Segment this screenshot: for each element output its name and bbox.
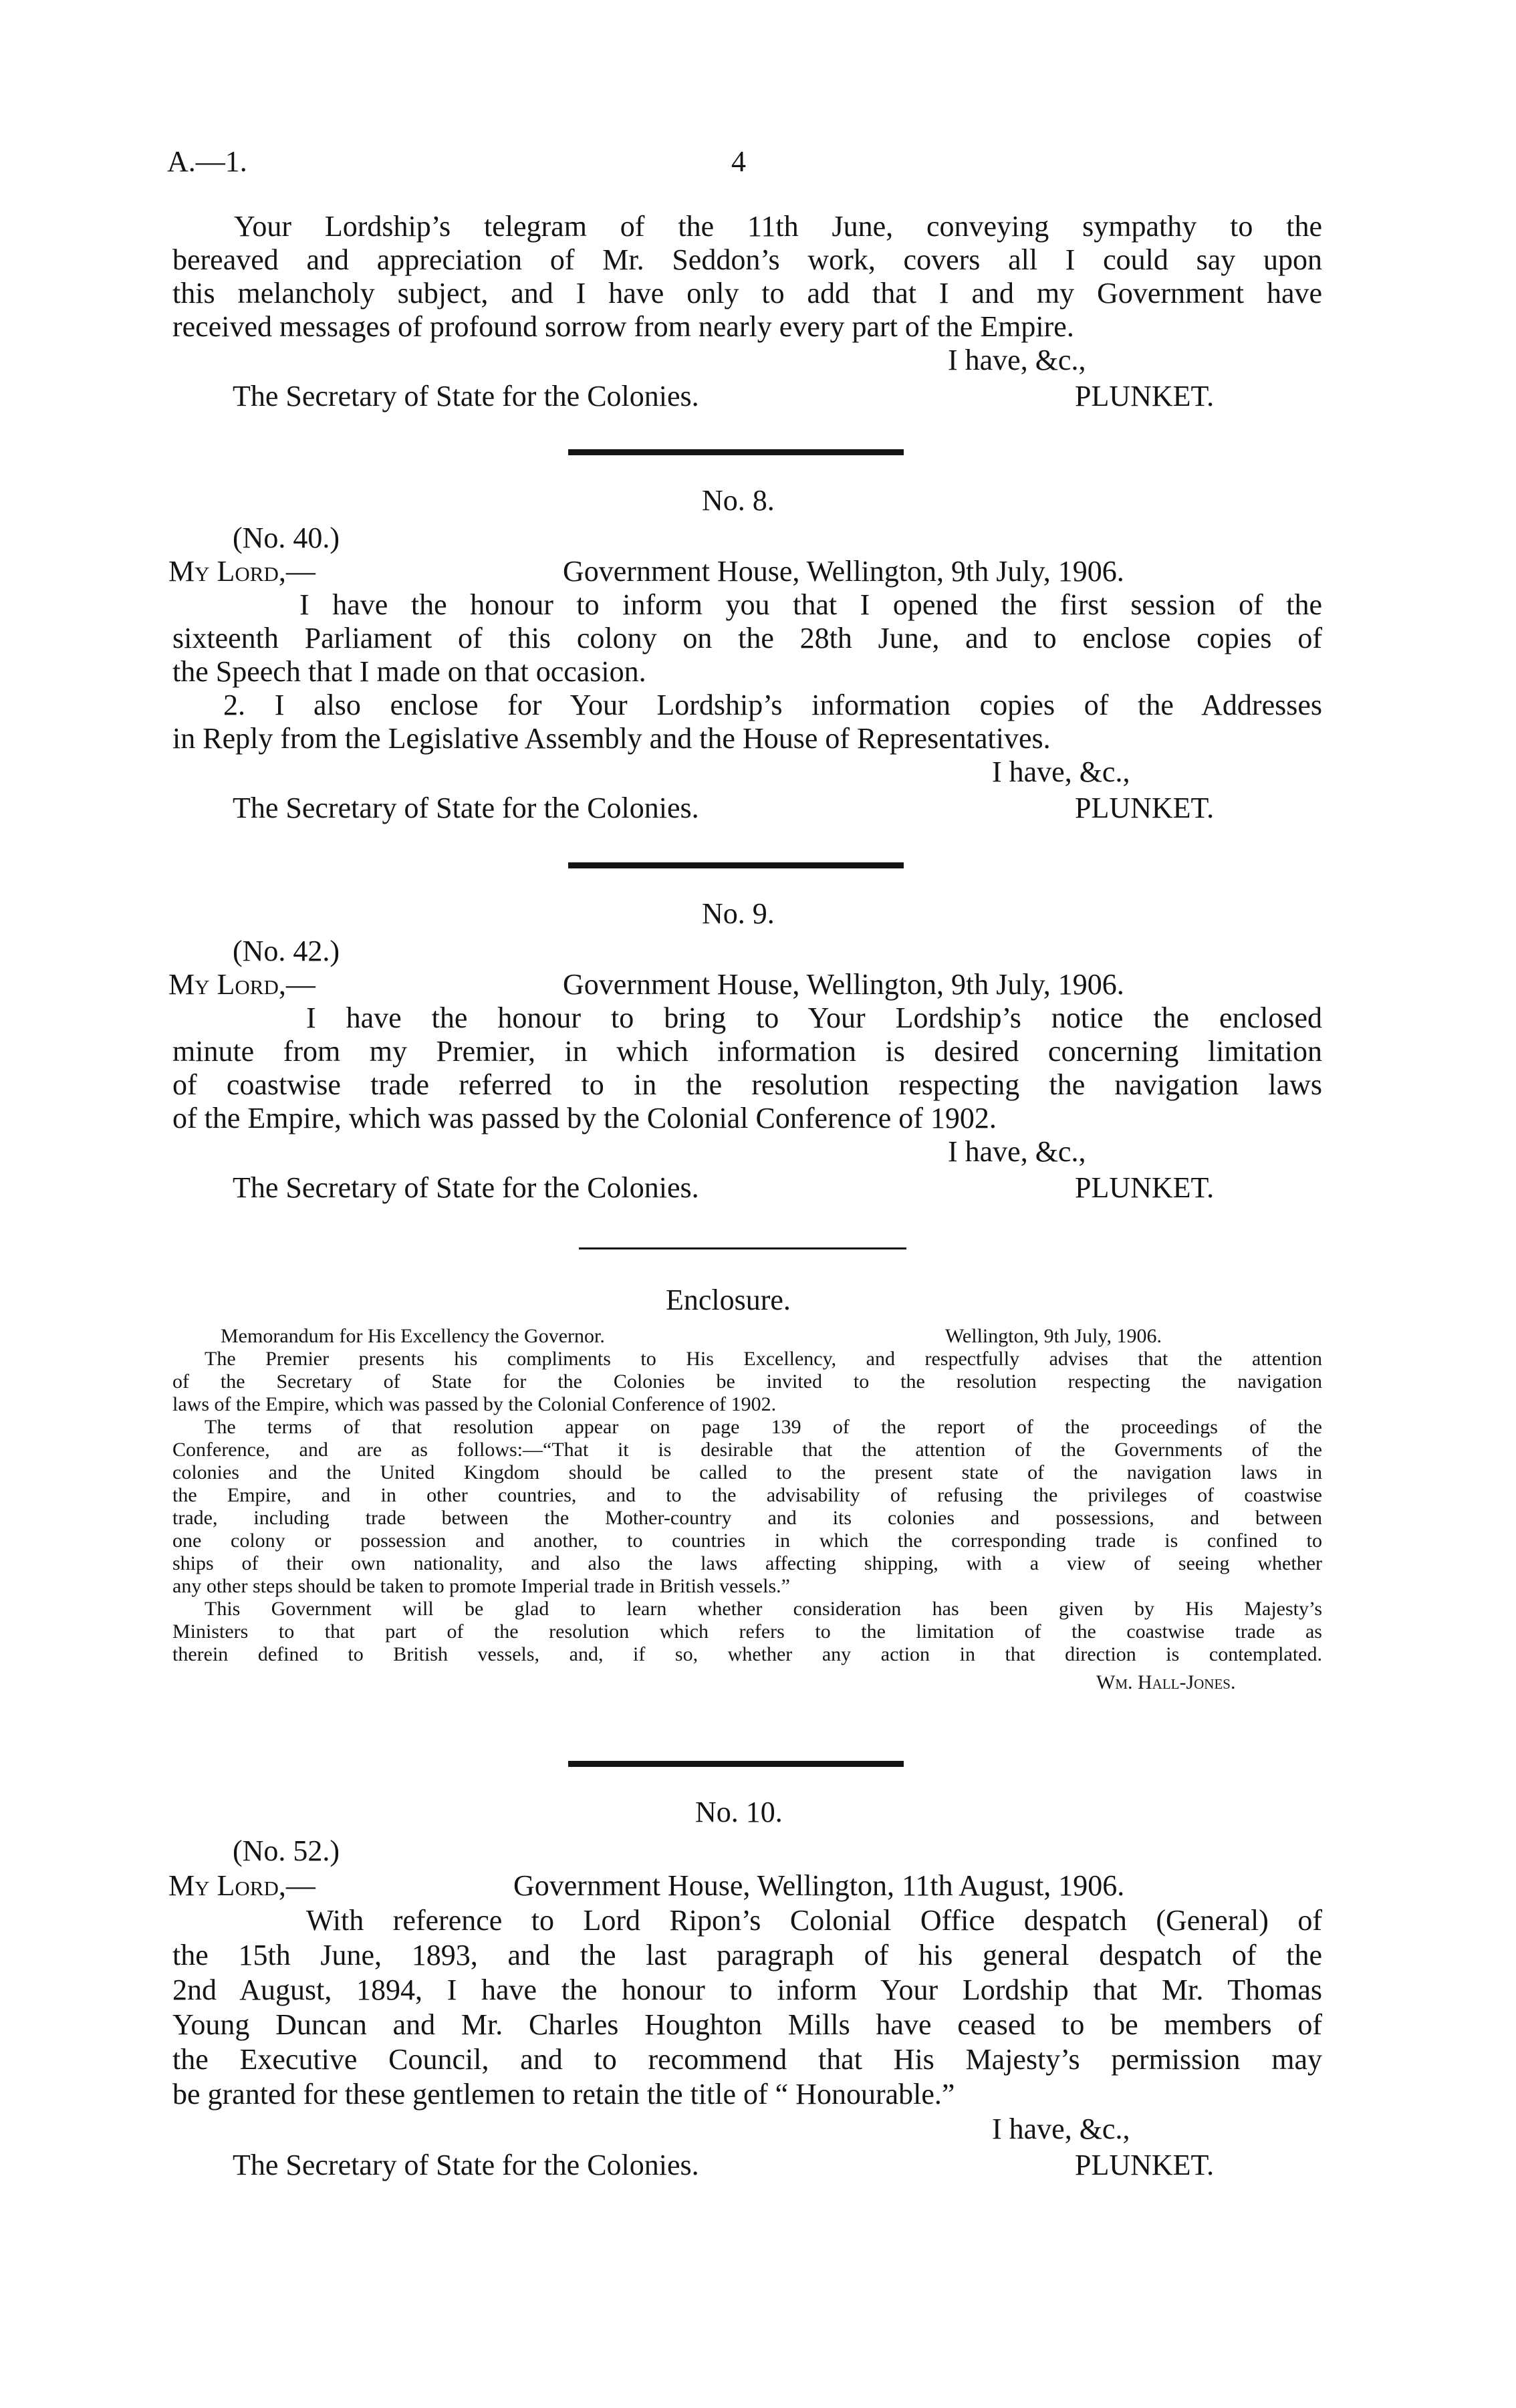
letter7-line-2: bereaved and appreciation of Mr. Seddon’s work, covers all I could say upon xyxy=(172,243,1322,276)
letter9-line-4: of the Empire, which was passed by the Colonial Conference of 1902. xyxy=(172,1102,997,1134)
letter8-line-4: 2. I also enclose for Your Lordship’s information copies of the Addresses xyxy=(223,689,1322,721)
letter7-line-3: this melancholy subject, and I have only to add that I and my Government have xyxy=(172,277,1322,310)
letter8-line-5: in Reply from the Legislative Assembly and the House of Representatives. xyxy=(172,722,1051,755)
memo-line-13: Ministers to that part of the resolution which refers to the limitation of the coastwise trade as xyxy=(172,1620,1322,1643)
section-divider xyxy=(568,1761,904,1767)
letter10-reference: (No. 52.) xyxy=(233,1834,340,1867)
memo-line-14: therein defined to British vessels, and, if so, whether any action in that direction is contemplated. xyxy=(172,1643,1322,1665)
letter8-line-3: the Speech that I made on that occasion. xyxy=(172,655,646,688)
letter10-line-4: Young Duncan and Mr. Charles Houghton Mills have ceased to be members of xyxy=(172,2008,1322,2041)
letter9-signature: PLUNKET. xyxy=(1075,1171,1215,1204)
letter8-closing: I have, &c., xyxy=(992,755,1130,788)
section-divider xyxy=(568,449,904,455)
memo-line-5: Conference, and are as follows:—“That it is desirable that the attention of the Governments of the xyxy=(172,1439,1322,1461)
memo-line-2: of the Secretary of State for the Colonies be invited to the resolution respecting the navigation xyxy=(172,1370,1322,1393)
memo-line-1: The Premier presents his compliments to His Excellency, and respectfully advises that the attention xyxy=(205,1348,1322,1370)
letter7-addressee: The Secretary of State for the Colonies. xyxy=(233,380,699,412)
letter10-line-2: the 15th June, 1893, and the last paragraph of his general despatch of the xyxy=(172,1939,1322,1971)
letter8-place-date: Government House, Wellington, 9th July, 1906. xyxy=(563,555,1124,588)
letter8-number: No. 8. xyxy=(702,484,775,517)
memo-signature: Wm. Hall-Jones. xyxy=(1096,1671,1236,1693)
letter9-closing: I have, &c., xyxy=(948,1135,1086,1168)
enclosure-divider xyxy=(579,1247,906,1249)
memo-line-7: the Empire, and in other countries, and to the advisability of refusing the privileges of coastwise xyxy=(172,1484,1322,1506)
letter10-line-5: the Executive Council, and to recommend that His Majesty’s permission may xyxy=(172,2043,1322,2076)
letter10-addressee: The Secretary of State for the Colonies. xyxy=(233,2149,699,2181)
letter10-place-date: Government House, Wellington, 11th August, 1906. xyxy=(513,1869,1125,1902)
memo-line-3: laws of the Empire, which was passed by the Colonial Conference of 1902. xyxy=(172,1393,777,1415)
letter7-line-1: Your Lordship’s telegram of the 11th June, conveying sympathy to the xyxy=(234,210,1322,243)
section-code: A.—1. xyxy=(167,145,247,178)
letter9-line-3: of coastwise trade referred to in the resolution respecting the navigation laws xyxy=(172,1068,1322,1101)
memo-date: Wellington, 9th July, 1906. xyxy=(945,1325,1162,1347)
letter7-closing: I have, &c., xyxy=(948,344,1086,376)
letter9-line-1: I have the honour to bring to Your Lordship’s notice the enclosed xyxy=(306,1001,1322,1034)
letter8-signature: PLUNKET. xyxy=(1075,792,1215,824)
letter9-addressee: The Secretary of State for the Colonies. xyxy=(233,1171,699,1204)
letter7-signature: PLUNKET. xyxy=(1075,380,1215,412)
letter9-salutation: My Lord,— xyxy=(168,968,315,1001)
letter10-line-6: be granted for these gentlemen to retain the title of “ Honourable.” xyxy=(172,2078,955,2111)
memo-line-8: trade, including trade between the Mother-country and its colonies and possessions, and between xyxy=(172,1507,1322,1529)
memo-title: Memorandum for His Excellency the Governor. xyxy=(221,1325,605,1347)
letter9-place-date: Government House, Wellington, 9th July, 1906. xyxy=(563,968,1124,1001)
letter10-line-1: With reference to Lord Ripon’s Colonial Office despatch (General) of xyxy=(306,1904,1322,1937)
section-divider xyxy=(568,862,904,868)
memo-line-4: The terms of that resolution appear on page 139 of the report of the proceedings of the xyxy=(205,1416,1322,1438)
letter10-signature: PLUNKET. xyxy=(1075,2149,1215,2181)
letter8-line-1: I have the honour to inform you that I opened the first session of the xyxy=(299,588,1322,621)
enclosure-title: Enclosure. xyxy=(666,1284,791,1316)
letter9-reference: (No. 42.) xyxy=(233,935,340,967)
letter8-addressee: The Secretary of State for the Colonies. xyxy=(233,792,699,824)
memo-line-9: one colony or possession and another, to countries in which the corresponding trade is confined to xyxy=(172,1530,1322,1552)
memo-line-11: any other steps should be taken to promote Imperial trade in British vessels.” xyxy=(172,1575,790,1597)
letter8-salutation: My Lord,— xyxy=(168,555,315,588)
letter10-number: No. 10. xyxy=(695,1796,783,1828)
letter9-line-2: minute from my Premier, in which information is desired concerning limitation xyxy=(172,1035,1322,1068)
memo-line-6: colonies and the United Kingdom should be called to the present state of the navigation laws in xyxy=(172,1461,1322,1483)
letter10-salutation: My Lord,— xyxy=(168,1869,315,1902)
letter8-line-2: sixteenth Parliament of this colony on the 28th June, and to enclose copies of xyxy=(172,622,1322,654)
memo-line-12: This Government will be glad to learn whether consideration has been given by His Majesty’s xyxy=(205,1598,1322,1620)
letter9-number: No. 9. xyxy=(702,897,775,930)
letter8-reference: (No. 40.) xyxy=(233,521,340,554)
letter10-closing: I have, &c., xyxy=(992,2113,1130,2145)
letter10-line-3: 2nd August, 1894, I have the honour to inform Your Lordship that Mr. Thomas xyxy=(172,1973,1322,2006)
letter7-line-4: received messages of profound sorrow from nearly every part of the Empire. xyxy=(172,310,1074,343)
page-number: 4 xyxy=(731,145,746,178)
memo-line-10: ships of their own nationality, and also the laws affecting shipping, with a view of seeing whether xyxy=(172,1552,1322,1574)
